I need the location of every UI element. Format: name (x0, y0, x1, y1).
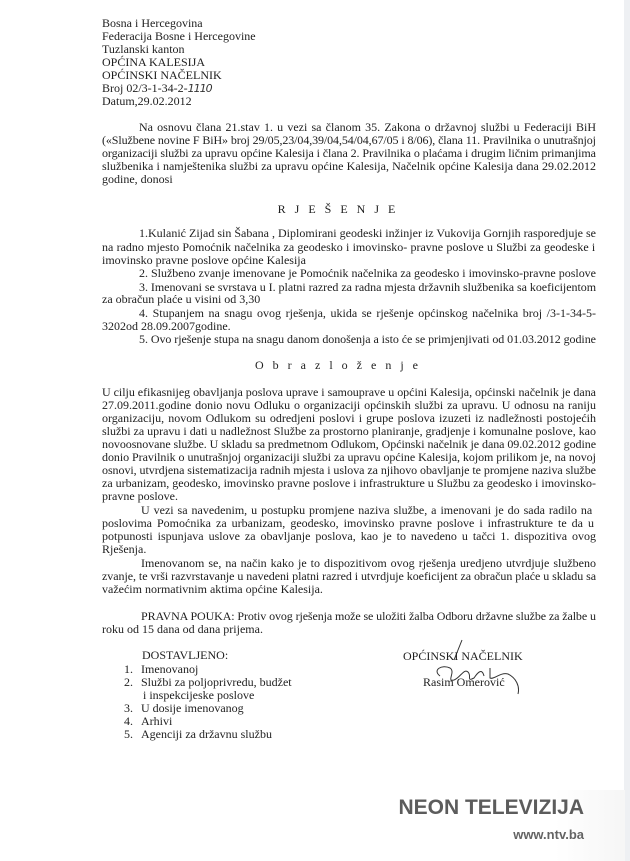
delivered-item-number: 4. (124, 714, 133, 728)
delivered-item: Arhivi (141, 714, 173, 728)
delivered-item: i inspekcijeske poslove (143, 688, 255, 702)
reasoning-line: potpunosti ispunjava uslove za obavljanje poslova, kao je to navedeno u tačci 1. dispozitiva ovog (102, 529, 596, 543)
reference-number-handwritten: 1110 (187, 82, 212, 95)
reasoning-line: službi za upravu i dati u nadležnost Službe za prostorno planiranje, gradjenje i komunalne poslove, kao (102, 424, 596, 438)
delivered-item-number: 3. (124, 701, 133, 715)
header-line: Bosna i Hercegovina (102, 16, 203, 30)
reasoning-title: O b r a z l o ž e n j e (255, 358, 421, 372)
signature-title: OPĆINSKI NAČELNIK (403, 649, 523, 663)
reasoning-line: pravne poslove. (102, 489, 178, 503)
decision-line: za obračun plaće u visini od 3,30 (102, 292, 261, 306)
reasoning-line: Rješenja. (102, 542, 147, 556)
reasoning-line: Imenovanom se, na način kako je to dispozitivom ovog rješenja uredjeno utvrdjuje službeno (141, 556, 596, 570)
decision-line: 1.Kulanić Zijad sin Šabana , Diplomirani geodeski inžinjer iz Vukovija Gornjih rasporedjuje se (139, 226, 596, 240)
legal-notice-line: roku od 15 dana od dana prijema. (102, 622, 263, 636)
reasoning-line: U vezi sa navedenim, u postupku promjene naziva službe, a imenovani je do sada radilo na (141, 503, 593, 517)
decision-title: R J E Š E N J E (277, 202, 399, 216)
delivered-item-number: 2. (124, 675, 133, 689)
delivered-title: DOSTAVLJENO: (142, 648, 229, 662)
header-line: Tuzlanski kanton (102, 42, 185, 56)
decision-line: imovinsko pravne poslove općine Kalesija (102, 253, 306, 267)
reasoning-line: organizaciju, novom Odlukom su odredjeni poslovi i grupe poslova izuzeti iz nadležnosti postojećih (102, 411, 596, 425)
document-date: Datum,29.02.2012 (102, 94, 192, 108)
delivered-item: Agenciji za državnu službu (141, 727, 272, 741)
header-line: OPĆINSKI NAČELNIK (102, 68, 222, 82)
preamble-line: («Službene novine F BiH» broj 29/05,23/04,39/04,54/04,67/05 i 8/06), člana 11. Pravilnika o unutrašnjoj (102, 133, 596, 147)
decision-line: 3202od 28.09.2007godine. (102, 319, 231, 333)
reasoning-line: osnovi, utvrdjena sistematizacija radnih mjesta i uslova za njihovo obavljanje te promjene naziva službe (102, 463, 596, 477)
delivered-item: U dosije imenovanog (141, 701, 244, 715)
header-line: OPĆINA KALESIJA (102, 55, 206, 69)
delivered-item-number: 5. (124, 727, 133, 741)
preamble-line: službenika i namještenika službi za upravu općine Kalesija, Načelnik općine Kalesija dana 29.02.2012 (102, 159, 596, 173)
reasoning-line: novoosnovane službe. U skladu sa predmetnom Odlukom, Općinski načelnik je dana 09.02.2012 godine (102, 437, 596, 451)
decision-line: 3. Imenovani se svrstava u I. platni razred za radna mjesta državnih službenika sa koeficijentom (139, 280, 597, 294)
decision-line: 2. Službeno zvanje imenovane je Pomoćnik načelnika za geodesko i imovinsko-pravne poslove (139, 266, 596, 280)
header-line: Federacija Bosne i Hercegovine (102, 29, 256, 43)
watermark-url: www.ntv.ba (513, 827, 584, 842)
decision-line: na radno mjesto Pomoćnik načelnika za geodesko i imovinsko- pravne poslove u Službi za geodeske i (102, 240, 596, 254)
reference-number-label: Broj 02/3-1-34-2- (102, 81, 188, 95)
reasoning-line: poslovima Pomoćnika za urbanizam, geodesko, imovinsko pravne poslove i infrastrukture te da u (102, 516, 594, 530)
preamble-line: Na osnovu člana 21.stav 1. u vezi sa članom 35. Zakona o državnoj službi u Federaciji BiH (139, 120, 597, 134)
legal-notice-line: PRAVNA POUKA: Protiv ovog rješenja može se uložiti žalba Odboru državne službe za žalbe u (141, 609, 596, 623)
reasoning-line: 27.09.2011.godine donio novu Odluku o organizaciji općinskih službi za upravu. U odnosu na raniju (102, 398, 596, 412)
decision-line: 5. Ovo rješenje stupa na snagu danom donošenja a isto će se primjenjivati od 01.03.2012 godine (139, 332, 596, 346)
delivered-item-number: 1. (124, 662, 133, 676)
decision-line: 4. Stupanjem na snagu ovog rješenja, ukida se rješenje općinskog načelnika broj /3-1-34-5- (139, 306, 596, 320)
preamble-line: organizaciji službi za upravu općine Kalesija i člana 2. Pravilnika o plaćama i drugim ličnim primanjima (102, 146, 596, 160)
signatory-name: Rasim Omerović (423, 675, 505, 689)
handwritten-signature (420, 638, 530, 698)
reasoning-line: donio Pravilnik o unutrašnjoj organizaciji službi za upravu općine Kalesija, kojom prilikom je, na novoj (102, 450, 596, 464)
reasoning-line: za urbanizam, geodesko, imovinsko pravne poslove i infrastrukture u Službu za geodesko i imovinsko- (102, 476, 597, 490)
delivered-item: Službi za poljoprivredu, budžet (141, 675, 292, 689)
reasoning-line: zvanje, te vrši razvrstavanje u navedeni platni razred i utvrdjuje koeficijent za obračun plaće u skladu sa (102, 569, 596, 583)
delivered-item: Imenovanoj (141, 662, 199, 676)
reasoning-line: važećim normativnim aktima općine Kalesija. (102, 582, 323, 596)
reasoning-line: U cilju efikasnijeg obavljanja poslova uprave i samouprave u općini Kalesija, općinski načelnik je dana (102, 385, 596, 399)
preamble-line: godine, donosi (102, 172, 173, 186)
watermark-logo: NEON TELEVIZIJA (398, 796, 584, 819)
scan-edge (624, 0, 630, 861)
